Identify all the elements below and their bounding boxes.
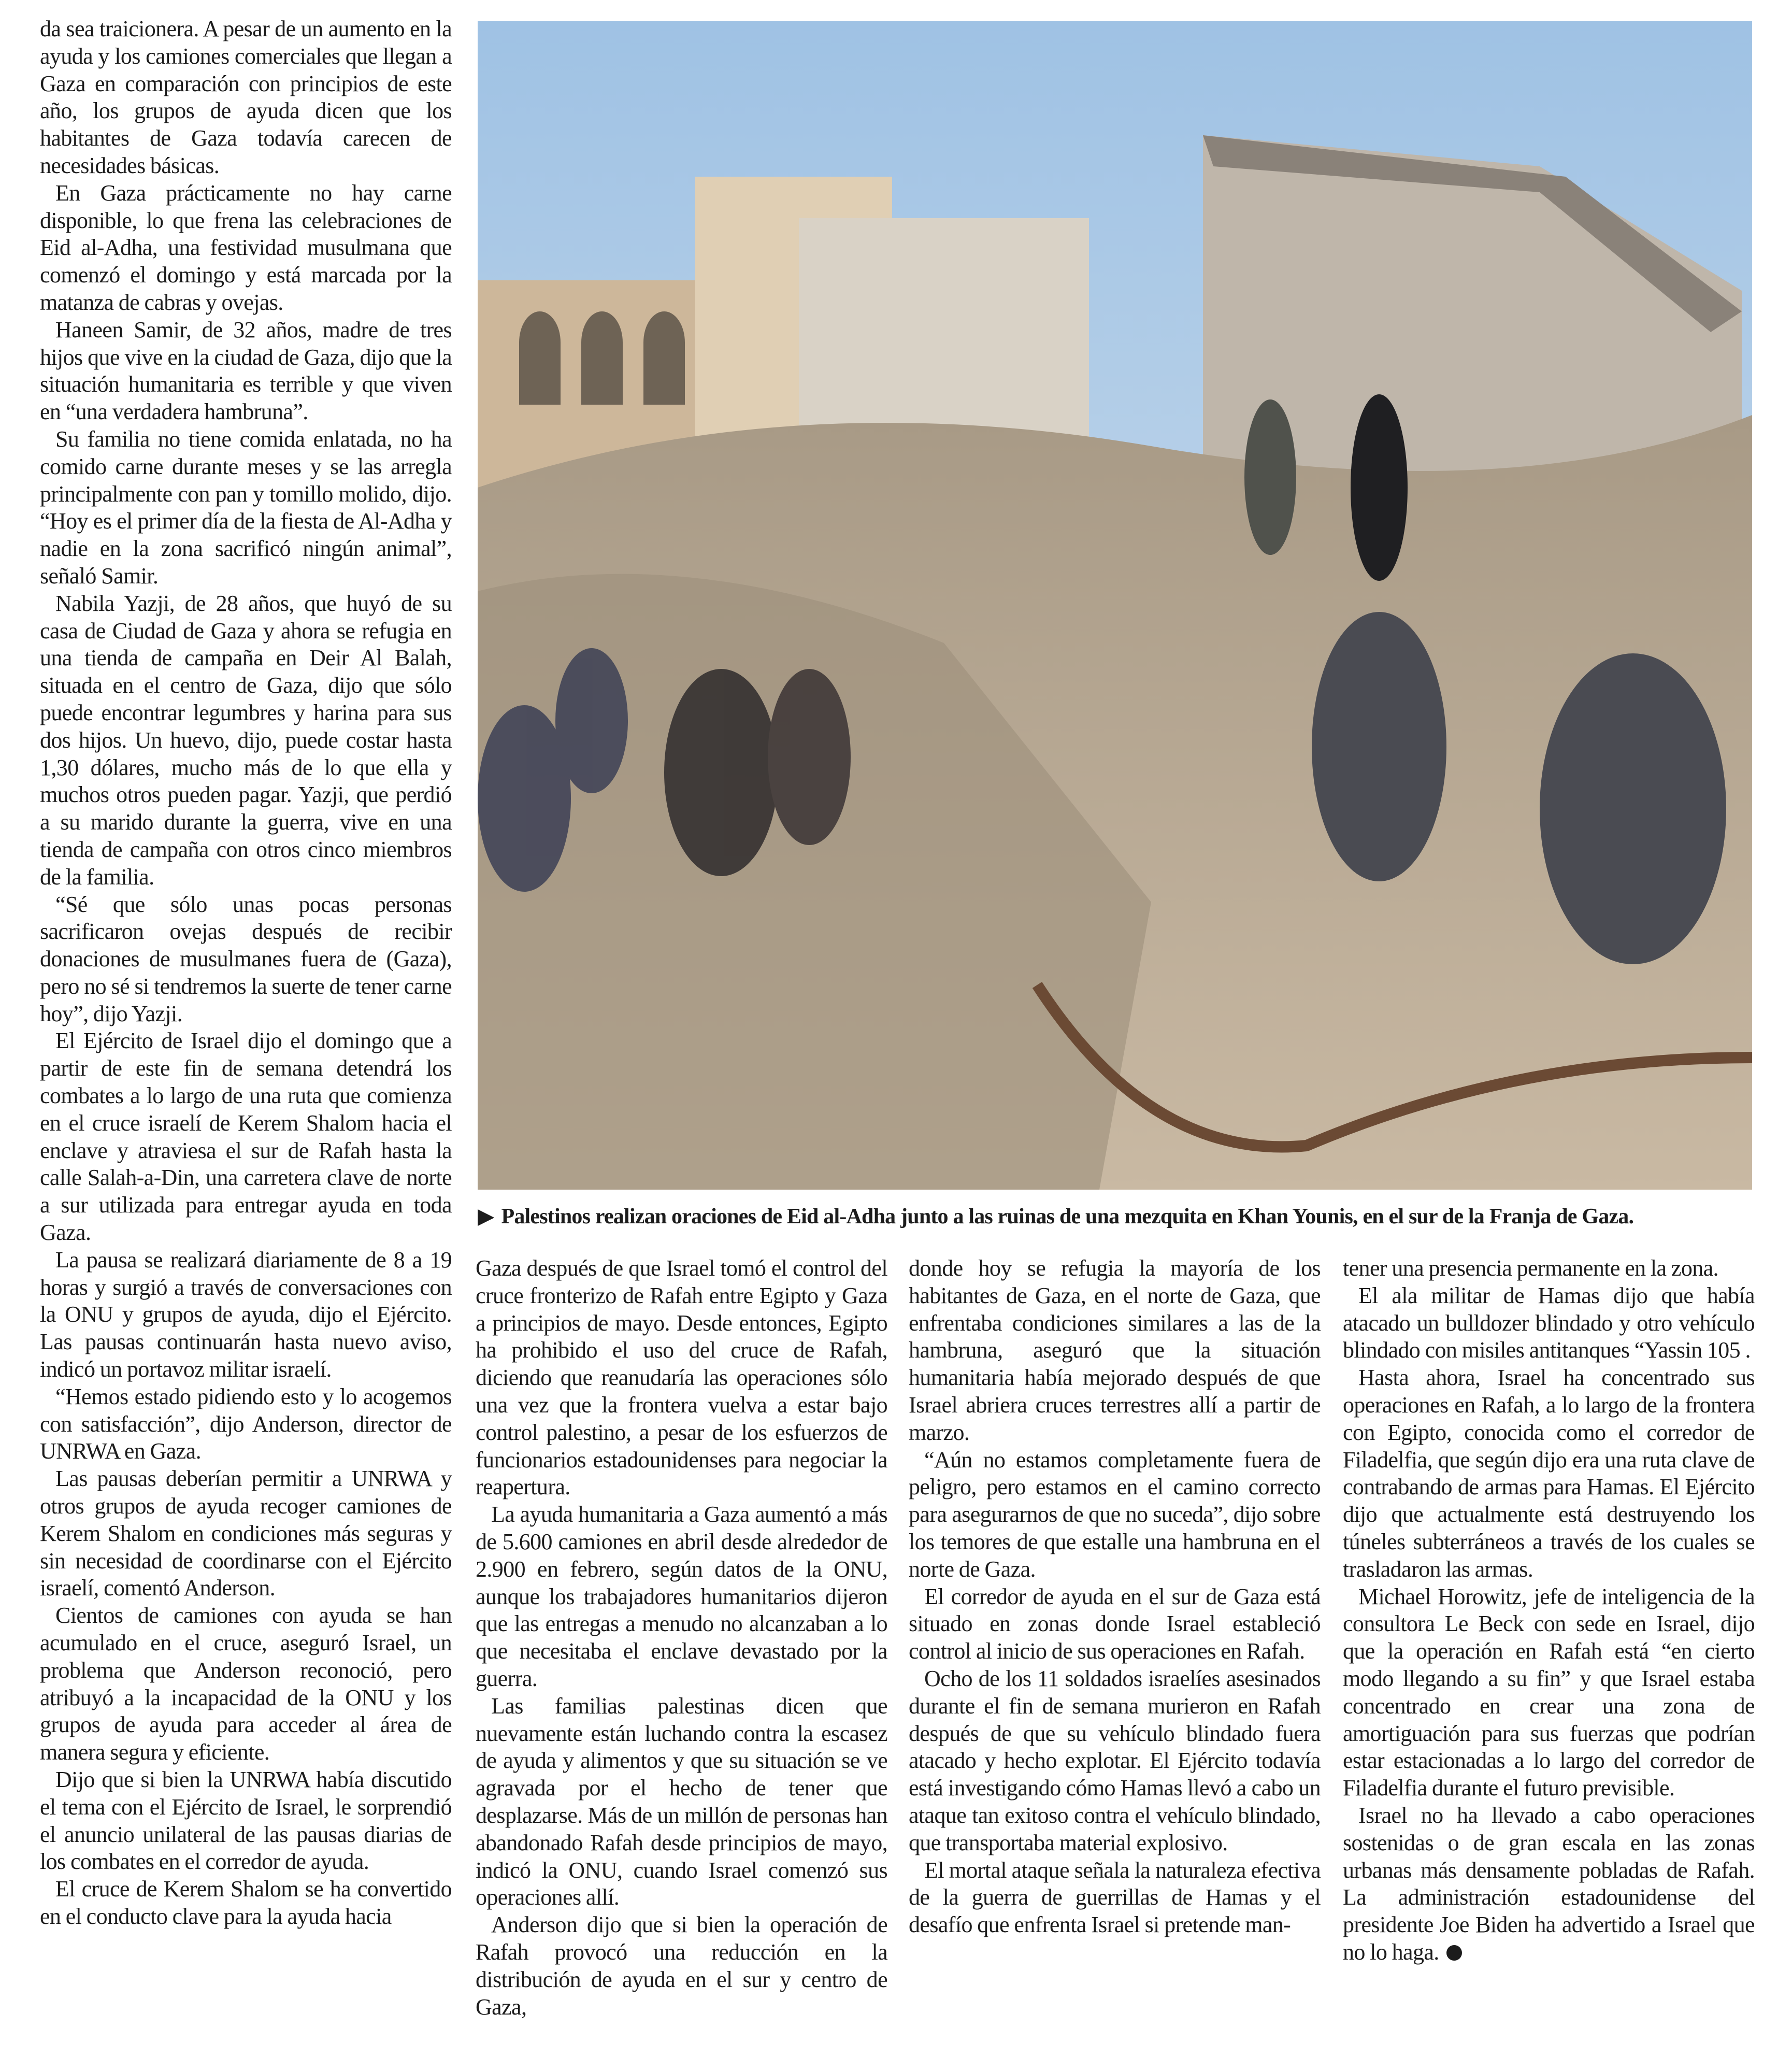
article-paragraph [909, 1583, 1321, 1665]
article-paragraph [476, 1501, 887, 1693]
article-column-1 [40, 16, 452, 1931]
paragraph-text: Haneen Samir, de 32 años, madre de tres hijos que vive en la ciudad de Gaza, dijo que la situación humanitaria es terrible y que viven en “una verdadera hambruna”. [40, 317, 452, 425]
paragraph-text: El Ejército de Israel dijo el domingo que a partir de este fin de semana detendrá los combates a lo largo de una ruta que comienza en el cruce israelí de Kerem Shalom hacia el enclave y atraviesa el sur de Rafah hasta la calle Salah-a-Din, una carretera clave de norte a sur utilizada para entregar ayuda en toda Gaza. [40, 1028, 452, 1246]
article-paragraph [40, 1383, 452, 1465]
photo-ruins-prayer-scene [478, 21, 1752, 1190]
paragraph-text: La ayuda humanitaria a Gaza aumentó a más de 5.600 camiones en abril desde alrededor de 2.900 en febrero, según datos de la ONU, aunque los trabajadores humanitarios dijeron que las entregas a menudo no alcanzaban a lo que necesitaba el enclave devastado por la guerra. [476, 1502, 887, 1691]
article-paragraph [1343, 1282, 1755, 1364]
paragraph-text: Anderson dijo que si bien la operación de Rafah provocó una reducción en la distribución de ayuda en el sur y centro de Gaza, [476, 1912, 887, 2020]
paragraph-text: donde hoy se refugia la mayoría de los habitantes de Gaza, en el norte de Gaza, que enfrentaba condiciones similares a las de la hambruna, aseguró que la situación humanitaria había mejorado después de que Israel abriera cruces terrestres allí a partir de marzo. [909, 1255, 1321, 1445]
paragraph-text: El mortal ataque señala la naturaleza efectiva de la guerra de guerrillas de Hamas y el desafío que enfrenta Israel si pretende man- [909, 1857, 1321, 1938]
paragraph-text: En Gaza prácticamente no hay carne disponible, lo que frena las celebraciones de Eid al-Adha, una festividad musulmana que comenzó el domingo y está marcada por la matanza de cabras y ovejas. [40, 180, 452, 315]
article-paragraph [476, 1911, 887, 2021]
article-paragraph [40, 1247, 452, 1383]
paragraph-text: “Hemos estado pidiendo esto y lo acogemos con satisfacción”, dijo Anderson, director de UNRWA en Gaza. [40, 1383, 452, 1464]
article-paragraph [40, 180, 452, 317]
paragraph-text: La pausa se realizará diariamente de 8 a 19 horas y surgió a través de conversaciones con la ONU y grupos de ayuda, dijo el Ejército. Las pausas continuarán hasta nuevo aviso, indicó un portavoz militar israelí. [40, 1247, 452, 1382]
paragraph-text: El ala militar de Hamas dijo que había atacado un bulldozer blindado y otro vehículo blindado con misiles antitanques “Yassin 105 . [1343, 1282, 1755, 1363]
paragraph-text: Michael Horowitz, jefe de inteligencia de la consultora Le Beck con sede en Israel, dijo que la operación en Rafah está “en cierto modo llegando a su fin” y que Israel estaba concentrado en crear una zona de amortiguación para sus fuerzas que podrían estar estacionadas a lo largo del corredor de Filadelfia durante el futuro previsible. [1343, 1583, 1755, 1801]
end-of-article-bullet-icon [1446, 1945, 1462, 1961]
article-paragraph [40, 1766, 452, 1876]
paragraph-text: Dijo que si bien la UNRWA había discutido el tema con el Ejército de Israel, le sorprendió el anuncio unilateral de las pausas diarias de los combates en el corredor de ayuda. [40, 1767, 452, 1875]
photo-caption [478, 1203, 1762, 1229]
article-paragraph [909, 1447, 1321, 1583]
paragraph-text: Ocho de los 11 soldados israelíes asesinados durante el fin de semana murieron en Rafah después de que su vehículo blindado fuera atacado y hecho explotar. El Ejército todavía está investigando cómo Hamas llevó a cabo un ataque tan exitoso contra el vehículo blindado, que transportaba material explosivo. [909, 1665, 1321, 1855]
paragraph-text: Nabila Yazji, de 28 años, que huyó de su casa de Ciudad de Gaza y ahora se refugia en una tienda de campaña en Deir Al Balah, situada en el centro de Gaza, dijo que sólo puede encontrar legumbres y harina para sus dos hijos. Un huevo, dijo, puede costar hasta 1,30 dólares, mucho más de lo que ella y muchos otros pueden pagar. Yazji, que perdió a su marido durante la guerra, vive en una tienda de campaña con otros cinco miembros de la familia. [40, 590, 452, 890]
paragraph-text: El corredor de ayuda en el sur de Gaza está situado en zonas donde Israel estableció control al inicio de sus operaciones en Rafah. [909, 1583, 1321, 1664]
article-paragraph [1343, 1802, 1755, 1966]
article-column-4 [1343, 1255, 1755, 1966]
article-paragraph [40, 1027, 452, 1246]
article-paragraph [40, 590, 452, 891]
article-paragraph [909, 1255, 1321, 1447]
paragraph-text: Hasta ahora, Israel ha concentrado sus operaciones en Rafah, a lo largo de la frontera con Egipto, conocida como el corredor de Filadelfia, que según dijo era una ruta clave de contrabando de armas para Hamas. El Ejército dijo que actualmente está destruyendo los túneles subterráneos a través de los cuales se trasladaron las armas. [1343, 1365, 1755, 1582]
paragraph-text: Las pausas deberían permitir a UNRWA y otros grupos de ayuda recoger camiones de Kerem Shalom en condiciones más seguras y sin necesidad de coordinarse con el Ejército israelí, comentó Anderson. [40, 1466, 452, 1601]
paragraph-text: El cruce de Kerem Shalom se ha convertido en el conducto clave para la ayuda hacia [40, 1876, 452, 1929]
article-paragraph [1343, 1583, 1755, 1802]
news-photo [478, 21, 1752, 1190]
article-paragraph [909, 1857, 1321, 1939]
caption-text: Palestinos realizan oraciones de Eid al-Adha junto a las ruinas de una mezquita en Khan Younis, en el sur de la Franja de Gaza. [501, 1205, 1634, 1229]
article-paragraph [40, 1602, 452, 1766]
article-paragraph [1343, 1364, 1755, 1583]
article-paragraph [40, 16, 452, 180]
article-paragraph [1343, 1255, 1755, 1282]
paragraph-text: Su familia no tiene comida enlatada, no ha comido carne durante meses y se las arregla principalmente con pan y tomillo molido, dijo. “Hoy es el primer día de la fiesta de Al-Adha y nadie en la zona sacrificó ningún animal”, señaló Samir. [40, 426, 452, 589]
article-paragraph [40, 1465, 452, 1602]
paragraph-text: Cientos de camiones con ayuda se han acumulado en el cruce, aseguró Israel, un problema que Anderson reconoció, pero atribuyó a la incapacidad de la ONU y los grupos de ayuda para acceder al área de manera segura y eficiente. [40, 1603, 452, 1765]
paragraph-text: Israel no ha llevado a cabo operaciones sostenidas o de gran escala en las zonas urbanas más densamente pobladas de Rafah. La administración estadounidense del presidente Joe Biden ha advertido a Israel que no lo haga. [1343, 1802, 1755, 1965]
caption-arrow-icon: ▶ [478, 1205, 494, 1229]
article-column-3 [909, 1255, 1321, 1939]
article-paragraph [909, 1665, 1321, 1857]
article-paragraph [40, 1876, 452, 1931]
article-paragraph [40, 426, 452, 590]
article-paragraph [476, 1693, 887, 1911]
article-column-2 [476, 1255, 887, 2021]
paragraph-text: “Aún no estamos completamente fuera de peligro, pero estamos en el camino correcto para asegurarnos de que no suceda”, dijo sobre los temores de que estalle una hambruna en el norte de Gaza. [909, 1447, 1321, 1582]
paragraph-text: “Sé que sólo unas pocas personas sacrificaron ovejas después de recibir donaciones de musulmanes fuera de (Gaza), pero no sé si tendremos la suerte de tener carne hoy”, dijo Yazji. [40, 891, 452, 1026]
article-paragraph [40, 891, 452, 1028]
paragraph-text: tener una presencia permanente en la zona. [1343, 1255, 1718, 1281]
paragraph-text: Las familias palestinas dicen que nuevamente están luchando contra la escasez de ayuda y alimentos y que su situación se ve agravada por el hecho de tener que desplazarse. Más de un millón de personas han abandonado Rafah desde principios de mayo, indicó la ONU, cuando Israel comenzó sus operaciones allí. [476, 1693, 887, 1910]
article-paragraph [40, 317, 452, 426]
article-paragraph [476, 1255, 887, 1501]
paragraph-text: Gaza después de que Israel tomó el control del cruce fronterizo de Rafah entre Egipto y Gaza a principios de mayo. Desde entonces, Egipto ha prohibido el uso del cruce de Rafah, diciendo que reanudaría las operaciones sólo una vez que la frontera vuelva a estar bajo control palestino, a pesar de los esfuerzos de funcionarios estadounidenses para negociar la reapertura. [476, 1255, 887, 1500]
paragraph-text: da sea traicionera. A pesar de un aumento en la ayuda y los camiones comerciales que llegan a Gaza en comparación con principios de este año, los grupos de ayuda dicen que los habitantes de Gaza todavía carecen de necesidades básicas. [40, 16, 452, 178]
